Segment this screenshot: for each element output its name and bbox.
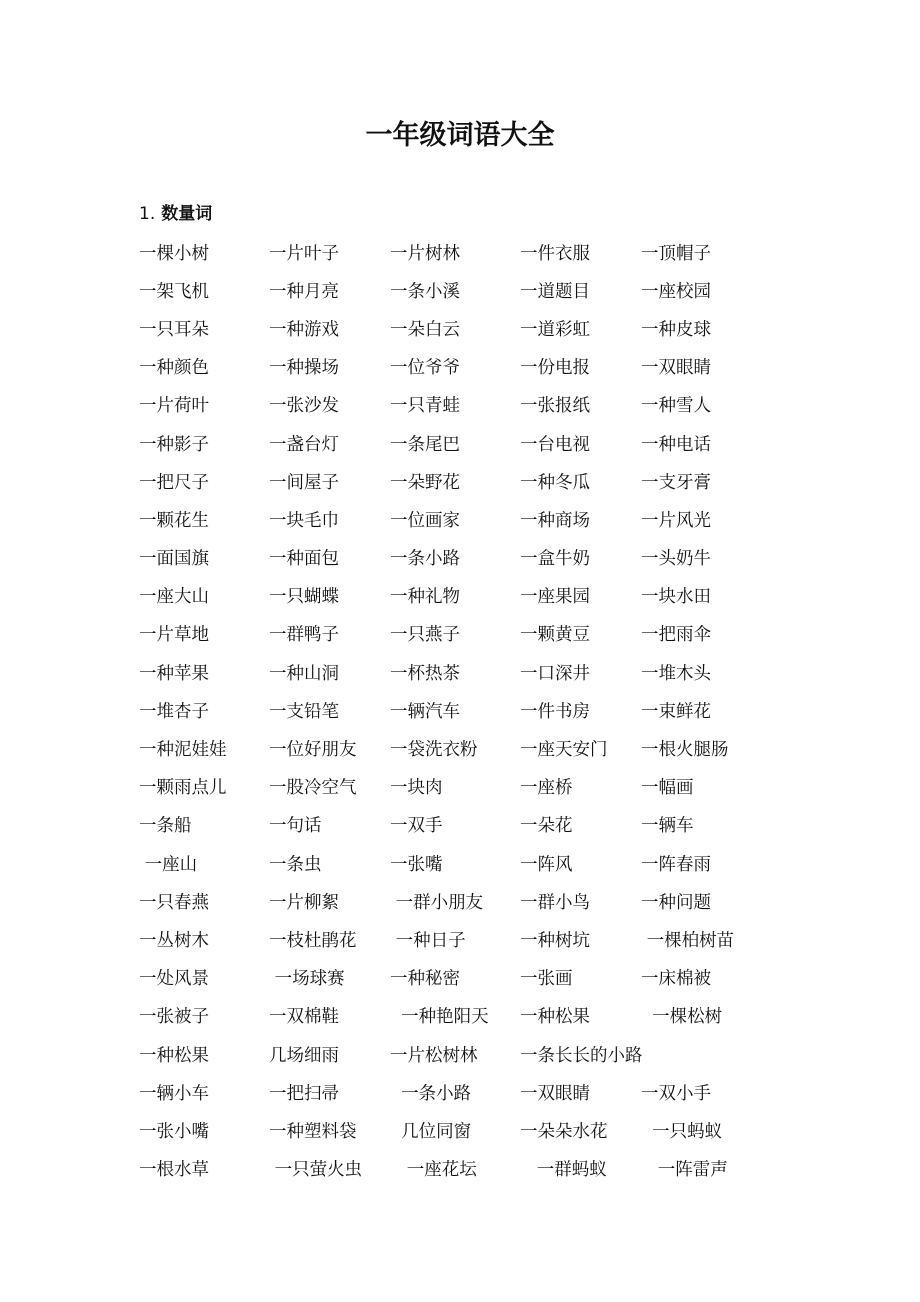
word-cell: 一座果园 [520, 587, 590, 608]
word-cell: 一群蚂蚁 [520, 1160, 607, 1181]
word-cell: 一种皮球 [641, 319, 711, 340]
word-cell: 一股冷空气 [269, 778, 357, 799]
word-cell: 一群鸭子 [269, 625, 339, 646]
word-cell: 一处风景 [139, 969, 209, 990]
word-cell: 一床棉被 [641, 969, 711, 990]
word-cell: 一张报纸 [520, 396, 590, 417]
word-cell: 一辆小车 [139, 1083, 209, 1104]
word-cell: 一种塑料袋 [269, 1121, 357, 1142]
word-cell: 一阵雷声 [641, 1160, 728, 1181]
word-cell: 一条小溪 [390, 281, 460, 302]
word-cell: 一颗雨点儿 [139, 778, 227, 799]
word-cell: 一种泥娃娃 [139, 740, 227, 761]
word-row [139, 844, 779, 882]
word-cell: 一丛树木 [139, 930, 209, 951]
word-cell: 一句话 [269, 816, 322, 837]
word-cell: 一把尺子 [139, 472, 209, 493]
word-cell: 一口深井 [520, 663, 590, 684]
word-cell: 一种问题 [641, 892, 711, 913]
word-row [139, 729, 779, 767]
word-cell: 一种影子 [139, 434, 209, 455]
word-cell: 一辆车 [641, 816, 694, 837]
word-row [139, 882, 779, 920]
word-cell: 一种雪人 [641, 396, 711, 417]
word-row [139, 806, 779, 844]
word-cell: 一把雨伞 [641, 625, 711, 646]
word-cell: 一头奶牛 [641, 549, 711, 570]
word-row [139, 653, 779, 691]
word-cell: 一台电视 [520, 434, 590, 455]
word-cell: 一双眼睛 [641, 358, 711, 379]
section-heading [139, 202, 212, 226]
word-cell: 一种电话 [641, 434, 711, 455]
section-number: 1. [139, 204, 156, 224]
word-cell: 一份电报 [520, 358, 590, 379]
word-cell: 一双手 [390, 816, 443, 837]
word-cell: 一枝杜鹃花 [269, 930, 357, 951]
word-cell: 一袋洗衣粉 [390, 740, 478, 761]
word-cell: 一道题目 [520, 281, 590, 302]
word-cell: 一种面包 [269, 549, 339, 570]
word-cell: 一种冬瓜 [520, 472, 590, 493]
word-cell: 一座大山 [139, 587, 209, 608]
word-cell: 一件衣服 [520, 243, 590, 264]
word-cell: 一只耳朵 [139, 319, 209, 340]
word-cell: 一种艳阳天 [390, 1007, 489, 1028]
word-cell: 一束鲜花 [641, 701, 711, 722]
word-cell: 一群小鸟 [520, 892, 590, 913]
word-cell: 一种操场 [269, 358, 339, 379]
word-cell: 一双棉鞋 [269, 1007, 339, 1028]
word-cell: 一种月亮 [269, 281, 339, 302]
word-cell: 一只蚂蚁 [641, 1121, 723, 1142]
word-cell: 一种秘密 [390, 969, 460, 990]
word-cell: 一朵野花 [390, 472, 460, 493]
word-row [139, 959, 779, 997]
word-cell: 一盒牛奶 [520, 549, 590, 570]
word-cell: 一种游戏 [269, 319, 339, 340]
word-cell: 一支牙膏 [641, 472, 711, 493]
word-cell: 一种松果 [520, 1007, 590, 1028]
word-cell: 一面国旗 [139, 549, 209, 570]
word-cell: 一片松树林 [390, 1045, 478, 1066]
word-cell: 一棵松树 [641, 1007, 723, 1028]
word-cell: 一座花坛 [390, 1160, 477, 1181]
word-cell: 一片草地 [139, 625, 209, 646]
word-cell: 一座校园 [641, 281, 711, 302]
word-row [139, 615, 779, 653]
word-cell: 一间屋子 [269, 472, 339, 493]
word-cell: 一只燕子 [390, 625, 460, 646]
word-row [139, 920, 779, 958]
page-title: 一年级词语大全 [365, 120, 555, 151]
word-row [139, 233, 779, 271]
word-row [139, 386, 779, 424]
word-cell: 一片树林 [390, 243, 460, 264]
word-cell: 一把扫帚 [269, 1083, 339, 1104]
word-row [139, 539, 779, 577]
word-cell: 一双眼睛 [520, 1083, 590, 1104]
word-cell: 一种树坑 [520, 930, 590, 951]
word-cell: 一只蝴蝶 [269, 587, 339, 608]
word-cell: 一种颜色 [139, 358, 209, 379]
word-cell: 一幅画 [641, 778, 694, 799]
word-cell: 一片柳絮 [269, 892, 339, 913]
word-cell: 一朵花 [520, 816, 573, 837]
word-cell: 一阵春雨 [641, 854, 711, 875]
word-cell: 一张小嘴 [139, 1121, 209, 1142]
word-cell: 一条长长的小路 [520, 1045, 643, 1066]
word-cell: 一张被子 [139, 1007, 209, 1028]
word-row [139, 271, 779, 309]
word-cell: 一群小朋友 [390, 892, 484, 913]
word-cell: 几位同窗 [390, 1121, 472, 1142]
word-cell: 一条虫 [269, 854, 322, 875]
section-heading-text: 数量词 [161, 204, 213, 224]
word-row [139, 691, 779, 729]
word-cell: 一根火腿肠 [641, 740, 729, 761]
word-cell: 一朵白云 [390, 319, 460, 340]
word-row [139, 462, 779, 500]
word-row [139, 1035, 779, 1073]
word-cell: 一种苹果 [139, 663, 209, 684]
word-cell: 一座天安门 [520, 740, 608, 761]
word-row [139, 577, 779, 615]
word-row [139, 500, 779, 538]
word-cell: 一条小路 [390, 549, 460, 570]
word-cell: 一张画 [520, 969, 573, 990]
word-cell: 一双小手 [641, 1083, 711, 1104]
word-cell: 一只春燕 [139, 892, 209, 913]
word-cell: 一棵小树 [139, 243, 209, 264]
word-cell: 一种松果 [139, 1045, 209, 1066]
word-cell: 一架飞机 [139, 281, 209, 302]
word-cell: 一块肉 [390, 778, 443, 799]
word-cell: 一堆杏子 [139, 701, 209, 722]
word-cell: 一条尾巴 [390, 434, 460, 455]
word-cell: 一道彩虹 [520, 319, 590, 340]
word-table [139, 233, 779, 1188]
word-row [139, 1111, 779, 1149]
word-cell: 一条船 [139, 816, 192, 837]
word-row [139, 1073, 779, 1111]
word-cell: 一座山 [139, 854, 198, 875]
word-cell: 一种商场 [520, 510, 590, 531]
word-cell: 一种山洞 [269, 663, 339, 684]
word-row [139, 768, 779, 806]
word-cell: 一片荷叶 [139, 396, 209, 417]
word-row [139, 424, 779, 462]
word-cell: 一种日子 [390, 930, 466, 951]
word-cell: 一片叶子 [269, 243, 339, 264]
word-cell: 一只青蛙 [390, 396, 460, 417]
word-cell: 一朵朵水花 [520, 1121, 608, 1142]
word-cell: 一只萤火虫 [269, 1160, 363, 1181]
word-cell: 一座桥 [520, 778, 573, 799]
word-cell: 一颗黄豆 [520, 625, 590, 646]
word-cell: 一块水田 [641, 587, 711, 608]
word-cell: 一支铅笔 [269, 701, 339, 722]
word-cell: 一位爷爷 [390, 358, 460, 379]
word-cell: 一位画家 [390, 510, 460, 531]
word-cell: 一块毛巾 [269, 510, 339, 531]
word-cell: 一张嘴 [390, 854, 443, 875]
word-cell: 一堆木头 [641, 663, 711, 684]
word-row [139, 309, 779, 347]
word-cell: 一辆汽车 [390, 701, 460, 722]
word-cell: 几场细雨 [269, 1045, 339, 1066]
word-cell: 一件书房 [520, 701, 590, 722]
word-cell: 一种礼物 [390, 587, 460, 608]
word-cell: 一场球赛 [269, 969, 345, 990]
word-cell: 一颗花生 [139, 510, 209, 531]
word-cell: 一杯热茶 [390, 663, 460, 684]
word-cell: 一阵风 [520, 854, 573, 875]
word-cell: 一条小路 [390, 1083, 472, 1104]
word-cell: 一顶帽子 [641, 243, 711, 264]
word-cell: 一位好朋友 [269, 740, 357, 761]
word-cell: 一张沙发 [269, 396, 339, 417]
word-row [139, 1150, 779, 1188]
word-cell: 一棵柏树苗 [641, 930, 735, 951]
word-row [139, 348, 779, 386]
word-cell: 一盏台灯 [269, 434, 339, 455]
word-cell: 一片风光 [641, 510, 711, 531]
word-cell: 一根水草 [139, 1160, 209, 1181]
word-row [139, 997, 779, 1035]
